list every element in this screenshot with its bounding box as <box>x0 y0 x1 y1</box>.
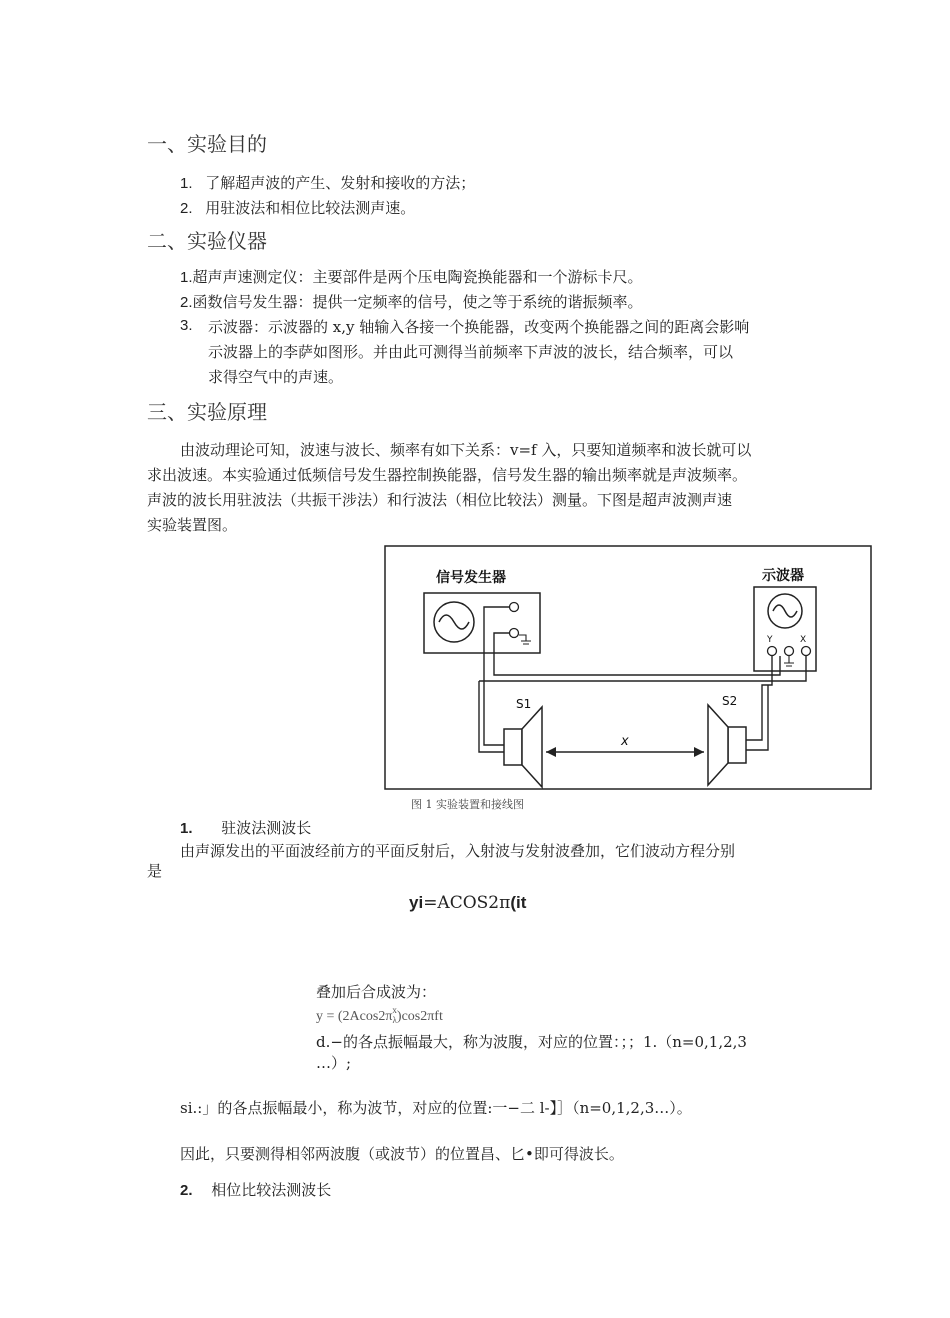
y-terminal-label: Y <box>767 635 773 645</box>
paragraph-line: 由波动理论可知，波速与波长、频率有如下关系：v=f 入，只要知道频率和波长就可以 <box>180 441 752 459</box>
oscilloscope-label: 示波器 <box>762 568 804 584</box>
section-title-principle: 三、实验原理 <box>147 400 267 424</box>
list-item <box>180 291 643 312</box>
list-text-line: 示波器上的李萨如图形。并由此可测得当前频率下声波的波长，结合频率，可以 <box>208 343 734 361</box>
generator-box <box>424 593 540 653</box>
combined-wave-label: 叠加后合成波为： <box>316 983 437 1001</box>
formula-incident-wave: yi=ACOS2π(it <box>409 893 527 913</box>
s1-transducer <box>504 729 522 765</box>
s2-label: S2 <box>722 694 738 708</box>
s2-transducer <box>728 727 746 763</box>
list-number: 1. <box>180 175 193 192</box>
list-text: 了解超声波的产生、发射和接收的方法； <box>205 174 476 192</box>
list-text: 超声声速测定仪：主要部件是两个压电陶瓷换能器和一个游标卡尺。 <box>192 268 643 286</box>
generator-terminal <box>510 603 519 612</box>
subsection-label: 驻波法测波长 <box>221 819 312 837</box>
list-text-line: 示波器：示波器的 x,y 轴输入各接一个换能器，改变两个换能器之间的距离会影响 <box>208 318 750 336</box>
distance-label: x <box>621 734 629 749</box>
paragraph-line: 由声源发出的平面波经前方的平面反射后，入射波与发射波叠加，它们波动方程分别 <box>180 842 736 860</box>
s1-label: S1 <box>516 697 532 711</box>
paragraph-line: 求出波速。本实验通过低频信号发生器控制换能器，信号发生器的输出频率就是声波频率。 <box>147 466 748 484</box>
node-line: si.:」的各点振幅最小，称为波节，对应的位置:一−二 l-】］（n=0,1,2,3…）。 <box>180 1099 692 1117</box>
antinode-line: …）; <box>316 1054 352 1072</box>
conclusion-line: 因此，只要测得相邻两波腹（或波节）的位置昌、匕•即可得波长。 <box>180 1145 624 1163</box>
antinode-line: d.−的各点振幅最大，称为波腹，对应的位置：；；1.（n=0,1,2,3 <box>316 1033 747 1051</box>
list-text-line: 求得空气中的声速。 <box>208 368 344 386</box>
list-number: 2. <box>180 200 193 217</box>
generator-ground-terminal <box>510 629 519 638</box>
paragraph-line: 声波的波长用驻波法（共振干涉法）和行波法（相位比较法）测量。下图是超声波测声速 <box>147 491 733 509</box>
list-number: 3. <box>180 317 193 334</box>
generator-label: 信号发生器 <box>436 570 506 586</box>
list-item <box>180 172 475 193</box>
section-title-purpose: 一、实验目的 <box>147 132 267 156</box>
section-title-equipment: 二、实验仪器 <box>147 229 267 253</box>
list-text: 用驻波法和相位比较法测声速。 <box>205 199 416 217</box>
figure-caption: 图 1 实验装置和接线图 <box>411 798 524 811</box>
subsection-number: 1. <box>180 820 193 837</box>
x-terminal <box>802 647 811 656</box>
list-number: 1. <box>180 269 193 286</box>
subsection-title <box>180 817 311 838</box>
subsection-title <box>180 1179 331 1200</box>
list-item <box>180 266 643 287</box>
subsection-number: 2. <box>180 1182 193 1199</box>
list-item <box>180 197 415 218</box>
x-terminal-label: X <box>800 635 807 645</box>
formula-combined-wave: y = (2Acos2π x λ )cos2πft <box>316 1005 443 1025</box>
subsection-label: 相位比较法测波长 <box>211 1181 332 1199</box>
paragraph-line: 是 <box>147 862 163 880</box>
apparatus-diagram <box>384 545 872 791</box>
list-text: 函数信号发生器：提供一定频率的信号，使之等于系统的谐振频率。 <box>192 293 643 311</box>
y-terminal <box>768 647 777 656</box>
ground-terminal <box>785 647 794 656</box>
list-number: 2. <box>180 294 193 311</box>
paragraph-line: 实验装置图。 <box>147 516 238 534</box>
